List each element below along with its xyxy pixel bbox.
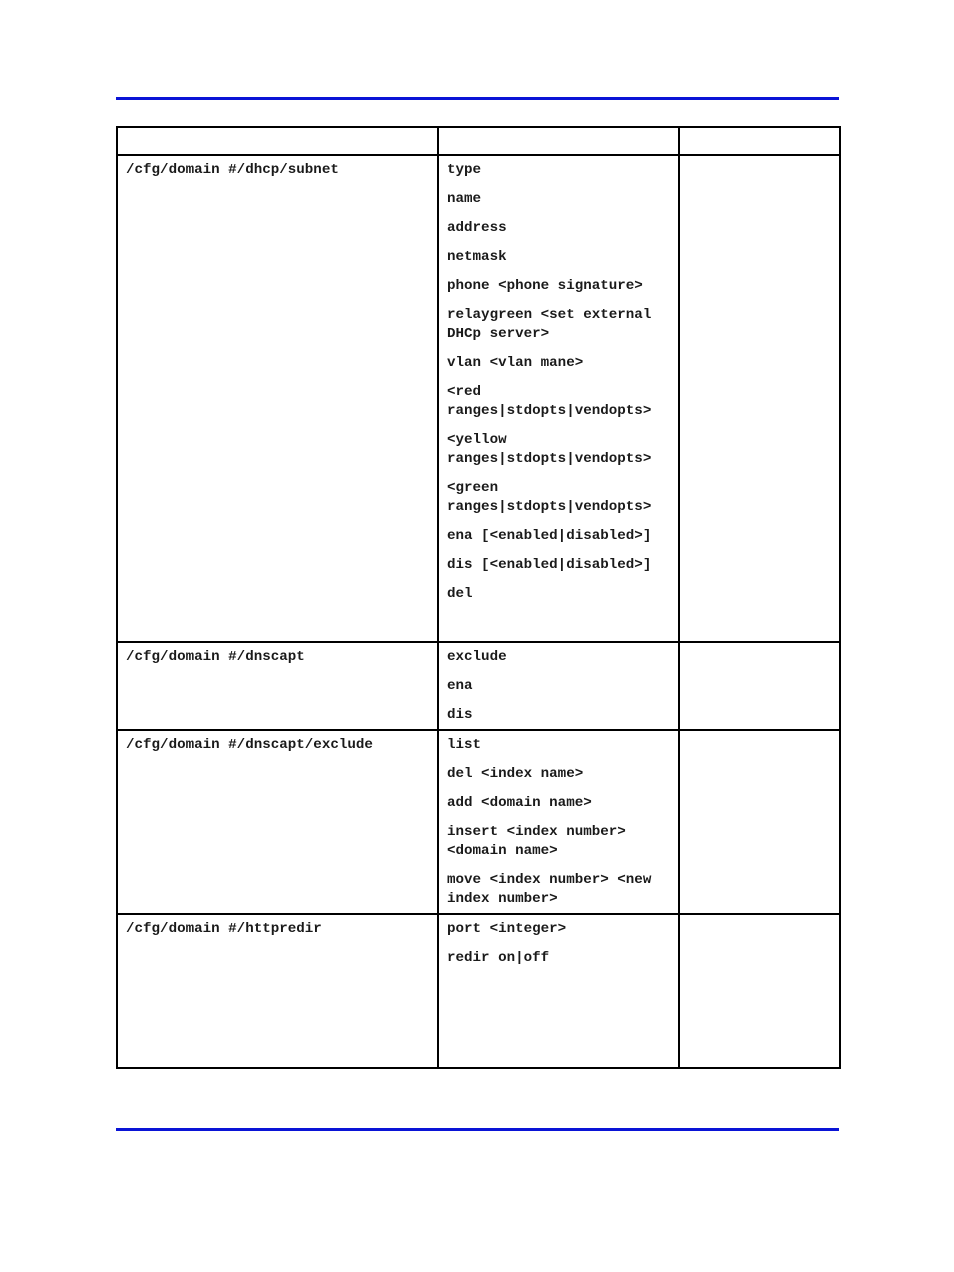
parameter-option: <yellow ranges|stdopts|vendopts> <box>447 432 652 467</box>
command-path: /cfg/domain #/dhcp/subnet <box>126 162 339 178</box>
parameter-option: dis <box>447 707 473 723</box>
parameter-option: ena <box>447 678 473 694</box>
parameter-option: add <domain name> <box>447 795 592 811</box>
parameter-option: ena [<enabled|disabled>] <box>447 528 652 544</box>
table-header-row <box>117 127 840 155</box>
header-rule <box>116 97 839 100</box>
parameter-option: list <box>447 737 482 753</box>
parameter-option: <green ranges|stdopts|vendopts> <box>447 480 652 515</box>
parameter-option: exclude <box>447 649 507 665</box>
parameter-option: type <box>447 162 482 178</box>
description-cell <box>679 914 840 1068</box>
command-path: /cfg/domain #/httpredir <box>126 921 322 937</box>
command-path-cell <box>117 155 438 642</box>
parameter-option: relaygreen <set external DHCp server> <box>447 307 652 342</box>
parameter-option: redir on|off <box>447 950 550 966</box>
parameter-option: vlan <vlan mane> <box>447 355 584 371</box>
parameter-option: phone <phone signature> <box>447 278 643 294</box>
command-path-cell <box>117 642 438 730</box>
header-cell-description <box>679 127 840 155</box>
parameter-cell <box>438 155 679 642</box>
command-path: /cfg/domain #/dnscapt/exclude <box>126 737 373 753</box>
cli-command-table <box>116 126 841 1069</box>
description-cell <box>679 642 840 730</box>
parameter-option: del <box>447 586 473 602</box>
parameter-option: dis [<enabled|disabled>] <box>447 557 652 573</box>
parameter-option: port <integer> <box>447 921 567 937</box>
table-row <box>117 155 840 642</box>
parameter-option: del <index name> <box>447 766 584 782</box>
parameter-option: insert <index number> <domain name> <box>447 824 626 859</box>
header-cell-parameter <box>438 127 679 155</box>
table-row <box>117 914 840 1068</box>
command-path-cell <box>117 914 438 1068</box>
parameter-option: <red ranges|stdopts|vendopts> <box>447 384 652 419</box>
header-cell-command <box>117 127 438 155</box>
parameter-cell <box>438 914 679 1068</box>
parameter-option: name <box>447 191 482 207</box>
table-row <box>117 730 840 914</box>
footer-rule <box>116 1128 839 1131</box>
parameter-option: netmask <box>447 249 507 265</box>
table-row <box>117 642 840 730</box>
parameter-cell <box>438 642 679 730</box>
description-cell <box>679 155 840 642</box>
parameter-cell <box>438 730 679 914</box>
command-path-cell <box>117 730 438 914</box>
command-path: /cfg/domain #/dnscapt <box>126 649 305 665</box>
parameter-option: address <box>447 220 507 236</box>
parameter-option: move <index number> <new index number> <box>447 872 652 907</box>
description-cell <box>679 730 840 914</box>
